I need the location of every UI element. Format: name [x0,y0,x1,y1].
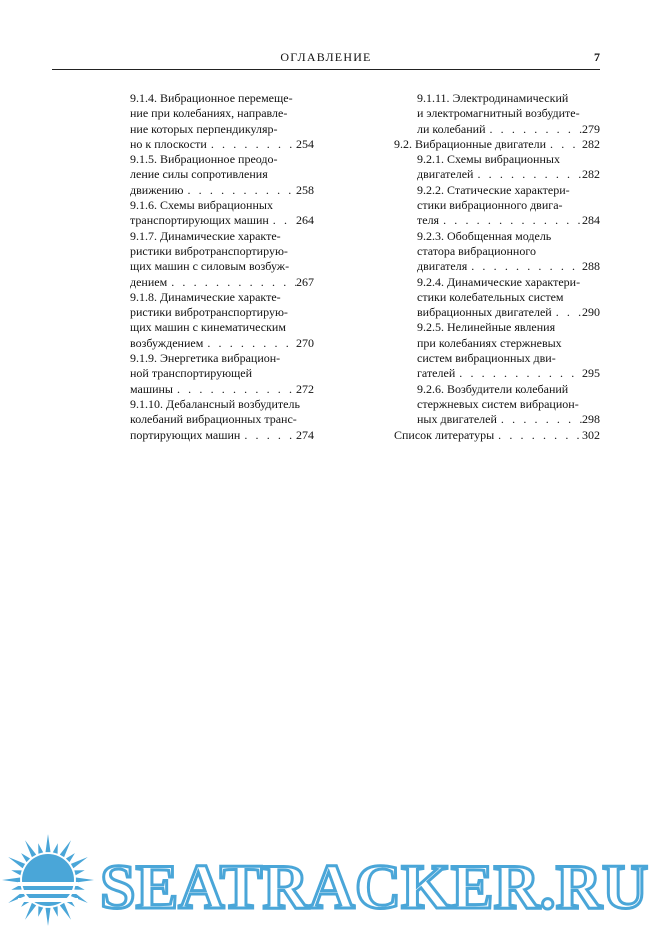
toc-entry-text: 9.1.9. Энергетика вибрацион- [130,351,281,366]
toc-right-column [394,91,600,443]
toc-entry-line [130,382,314,397]
header-title: ОГЛАВЛЕНИЕ [280,50,372,64]
toc-entry-line [130,122,314,137]
toc-entry-text: портирующих машин [130,427,241,442]
toc-entry-line [130,91,314,106]
toc-entry-text: Список литературы [394,427,495,442]
toc-page-number: 298 [582,412,600,427]
toc-entry-line [417,305,600,320]
toc-page-number: 272 [296,381,314,396]
toc-entry-line [417,213,600,228]
toc-entry-text: движению [130,182,184,197]
sun-ray [46,908,51,926]
toc-page-number: 267 [296,274,314,289]
toc-entry-text: ление силы сопротивления [130,167,268,182]
toc-entry[interactable] [130,397,314,443]
dot-leader [167,275,296,290]
dot-leader [473,167,582,182]
sun-ray [46,834,51,852]
toc-page-number: 254 [296,136,314,151]
toc-page-number: 282 [582,136,600,151]
toc-entry[interactable] [394,91,600,137]
sun-ray [2,878,20,883]
toc-entry-line [417,122,600,137]
toc-entry[interactable] [394,382,600,428]
toc-entry-line [417,183,600,198]
toc-entry[interactable] [130,351,314,397]
toc-entry-line [130,152,314,167]
toc-entry-text: 9.1.6. Схемы вибрационных [130,198,273,213]
toc-entry-line [130,428,314,443]
toc-entry-text: стики колебательных систем [417,289,564,304]
sun-ray [25,903,36,920]
toc-entry-text: 9.1.8. Динамические характе- [130,289,281,304]
toc-entry-line [417,229,600,244]
toc-entry-text: 9.2. Вибрационные двигатели [394,136,547,151]
toc-entry[interactable] [394,428,600,443]
sun-ray [38,906,43,916]
sun-ray [8,857,25,868]
toc-entry-text: вибрационных двигателей [417,305,552,320]
toc-entry-line [130,137,314,152]
sun-ray [60,840,71,857]
toc-entry-text: 9.1.5. Вибрационное преодо- [130,152,278,167]
sun-ray [74,870,84,875]
toc-entry[interactable] [394,275,600,321]
toc-entry-text: 9.2.2. Статические характери- [417,182,570,197]
toc-entry[interactable] [394,320,600,381]
sun-ray [60,903,71,920]
dot-leader [207,137,296,152]
toc-page-number: 302 [582,427,600,442]
dot-leader [552,305,582,320]
toc-entry-line [130,167,314,182]
toc-entry[interactable] [394,183,600,229]
dot-leader [439,213,582,228]
toc-entry-line [130,275,314,290]
toc-page-number: 288 [582,259,600,274]
toc-entry-text: 9.2.6. Возбудители колебаний [417,381,569,396]
toc-entry-text: 9.1.4. Вибрационное перемеще- [130,91,293,105]
sun-ray [53,906,58,916]
toc-entry-text: ли колебаний [417,121,486,136]
toc-entry-line [394,137,600,152]
toc-entry-text: колебаний вибрационных транс- [130,412,297,427]
dot-leader [546,137,582,152]
toc-entry-line [130,259,314,274]
toc-entry-line [130,198,314,213]
toc-entry-line [417,336,600,351]
toc-page-number: 290 [582,305,600,320]
toc-page-number: 284 [582,213,600,228]
toc-entry-text: стики вибрационного двига- [417,198,563,213]
toc-entry-line [417,320,600,335]
toc-entry[interactable] [130,198,314,229]
toc-entry-line [417,259,600,274]
toc-entry-text: ние которых перпендикуляр- [130,121,278,136]
toc-entry-text: ных двигателей [417,412,497,427]
toc-entry-text: 9.1.11. Электродинамический [417,91,569,105]
toc-entry-line [130,305,314,320]
toc-entry-text: систем вибрационных дви- [417,351,556,366]
dot-leader [455,366,582,381]
toc-entry[interactable] [130,229,314,290]
toc-entry-text: двигателя [417,259,468,274]
sun-ray [66,853,75,862]
sun-ray [21,853,30,862]
dot-leader [494,428,582,443]
toc-entry-line [394,428,600,443]
toc-entry-line [417,366,600,381]
toc-entry-text: ристики вибротранспортирую- [130,243,288,258]
toc-entry-text: ние при колебаниях, направле- [130,106,288,121]
toc-entry-text: дением [130,274,168,289]
toc-entry-line [417,382,600,397]
toc-entry-text: 9.1.7. Динамические характе- [130,228,281,243]
sun-burst-icon [2,834,94,926]
toc-entry-line [417,412,600,427]
dot-leader [183,183,296,198]
sun-ray [53,843,58,853]
dot-leader [485,122,582,137]
toc-entry-text: возбуждением [130,335,204,350]
toc-entry-line [417,152,600,167]
dot-leader [467,259,582,274]
toc-entry-text: стержневых систем вибрацион- [417,396,579,411]
toc-entry-text: 9.2.3. Обобщенная модель [417,228,552,243]
toc-page-number: 295 [582,366,600,381]
toc-entry-line [417,290,600,305]
toc-page-number: 279 [582,121,600,136]
toc-entry-line [417,351,600,366]
toc-entry-text: 9.2.5. Нелинейные явления [417,320,556,335]
sun-ray [76,878,94,883]
toc-entry[interactable] [130,290,314,351]
toc-entry-text: ристики вибротранспортирую- [130,305,288,320]
toc-entry-text: ной транспортирующей [130,366,253,381]
toc-entry-line [130,229,314,244]
toc-entry-line [417,397,600,412]
toc-entry-text: гателей [417,366,456,381]
toc-entry-line [130,213,314,228]
toc-entry-text: 9.2.1. Схемы вибрационных [417,152,560,167]
toc-page-number: 270 [296,335,314,350]
toc-entry-text: и электромагнитный возбудите- [417,106,580,121]
running-header [52,50,600,70]
toc-entry[interactable] [394,137,600,152]
toc-entry-text: 9.2.4. Динамические характери- [417,274,581,289]
toc-entry[interactable] [394,229,600,275]
toc-entry-line [130,397,314,412]
toc-entry-line [130,336,314,351]
toc-left-column [130,91,314,443]
toc-page-number: 282 [582,167,600,182]
toc-entry-line [130,412,314,427]
toc-page-number: 258 [296,182,314,197]
toc-entry-line [417,106,600,121]
dot-leader [240,428,296,443]
toc-entry-text: транспортирующих машин [130,213,269,228]
toc-entry-text: щих машин с силовым возбуж- [130,259,290,274]
dot-leader [269,213,296,228]
toc-entry-line [417,244,600,259]
toc-entry-text: 9.1.10. Дебалансный возбудитель [130,396,300,411]
toc-entry-line [417,167,600,182]
toc-entry-line [130,290,314,305]
watermark-text: SEATRACKER.RU [100,851,649,922]
toc-entry-line [417,198,600,213]
toc-entry[interactable] [394,152,600,183]
dot-leader [173,382,296,397]
sun-ray [38,843,43,853]
toc-entry-line [130,366,314,381]
toc-entry-line [417,275,600,290]
toc-entry-text: двигателей [417,167,474,182]
toc-entry-line [130,183,314,198]
toc-entry-text: щих машин с кинематическим [130,320,286,335]
toc-entry[interactable] [130,91,314,152]
toc-entry-text: машины [130,381,173,396]
page-number: 7 [594,50,600,64]
toc-entry-line [130,106,314,121]
dot-leader [203,336,296,351]
toc-entry-text: при колебаниях стержневых [417,335,562,350]
toc-page-number: 264 [296,213,314,228]
sun-ray [71,857,88,868]
sun-ray [25,840,36,857]
toc-entry-line [130,351,314,366]
toc-entry-text: статора вибрационного [417,243,536,258]
toc-entry-line [417,91,600,106]
toc-entry-line [130,244,314,259]
toc-entry-text: теля [417,213,440,228]
dot-leader [497,412,582,427]
toc-entry-line [130,320,314,335]
sun-ray [11,870,21,875]
toc-entry-text: но к плоскости [130,136,207,151]
toc-entry[interactable] [130,152,314,198]
toc-page-number: 274 [296,427,314,442]
